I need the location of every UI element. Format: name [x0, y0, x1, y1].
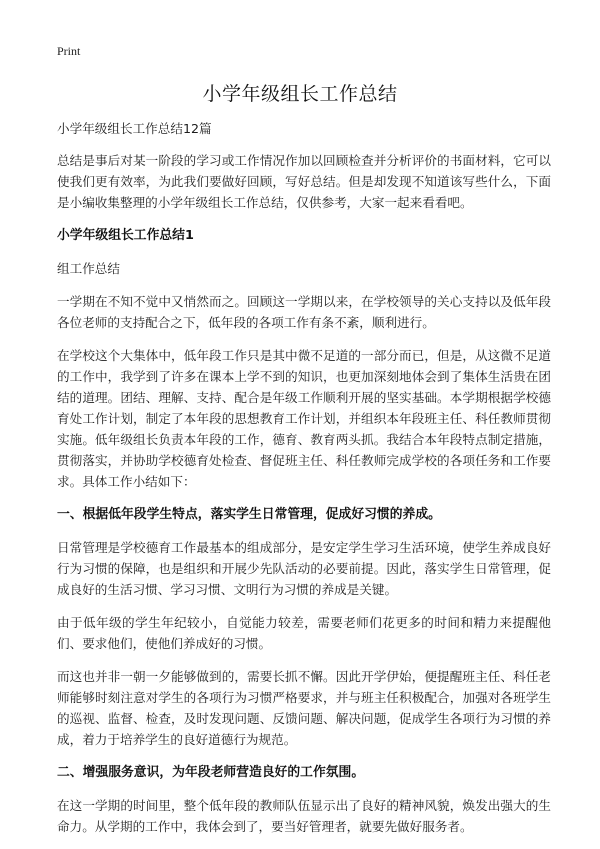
- body-paragraph: 而这也并非一朝一夕能够做到的，需要长抓不懈。因此开学伊始，便提醒班主任、科任老师能够时刻注意对学生的各项行为习惯严格要求，并与班主任积极配合，加强对各班学生的巡视、监督、检查，及时发现问题、反馈问题、解决问题，促成学生各项行为习惯的养成，着力于培养学生的良好道德行为规范。: [57, 669, 551, 747]
- heading-one: 一、根据低年段学生特点，落实学生日常管理，促成好习惯的养成。: [57, 507, 441, 522]
- body-paragraph: 在这一学期的时间里，整个低年段的教师队伍显示出了良好的精神风貌，焕发出强大的生命力。从学期的工作中，我体会到了，要当好管理者，就要先做好服务者。: [57, 798, 551, 834]
- body-paragraph: 由于低年级的学生年纪较小，自觉能力较差，需要老师们花更多的时间和精力来提醒他们、要求他们，使他们养成好的习惯。: [57, 615, 551, 651]
- body-paragraph: 在学校这个大集体中，低年段工作只是其中微不足道的一部分而已，但是，从这微不足道的工作中，我学到了许多在课本上学不到的知识，也更加深刻地体会到了集体生活贵在团结的道理。团结、理解、支持、配合是年级工作顺利开展的坚实基础。本学期根据学校德育处工作计划，制定了本年段的思想教育工作计划，并组织本年段班主任、科任教师贯彻实施。低年级组长负责本年段的工作，德育、教育两头抓。我结合本年段特点制定措施，贯彻落实，并协助学校德育处检查、督促班主任、科任教师完成学校的各项任务和工作要求。具体工作小结如下：: [57, 348, 551, 489]
- body-paragraph: 一学期在不知不觉中又悄然而之。回顾这一学期以来，在学校领导的关心支持以及低年段各位老师的支持配合之下，低年段的各项工作有条不紊，顺利进行。: [57, 294, 551, 330]
- print-label[interactable]: Print: [57, 44, 81, 58]
- document-subtitle: 小学年级组长工作总结12篇: [57, 121, 212, 136]
- heading-two: 二、增强服务意识，为年段老师营造良好的工作氛围。: [57, 765, 365, 780]
- document-body: [57, 118, 551, 849]
- document-title: 小学年级组长工作总结: [202, 83, 398, 105]
- section-heading: 小学年级组长工作总结1: [57, 228, 194, 243]
- body-paragraph: 日常管理是学校德育工作最基本的组成部分，是安定学生学习生活环境，使学生养成良好行为习惯的保障，也是组织和开展少先队活动的必要前提。因此，落实学生日常管理，促成良好的生活习惯、学习习惯、文明行为习惯的养成是关键。: [57, 540, 551, 597]
- section-label: 组工作总结: [57, 261, 120, 276]
- intro-paragraph: 总结是事后对某一阶段的学习或工作情况作加以回顾检查并分析评价的书面材料，它可以使我们更有效率，为此我们要做好回顾，写好总结。但是却发现不知道该写些什么，下面是小编收集整理的小学年级组长工作总结，仅供参考，大家一起来看看吧。: [57, 153, 551, 210]
